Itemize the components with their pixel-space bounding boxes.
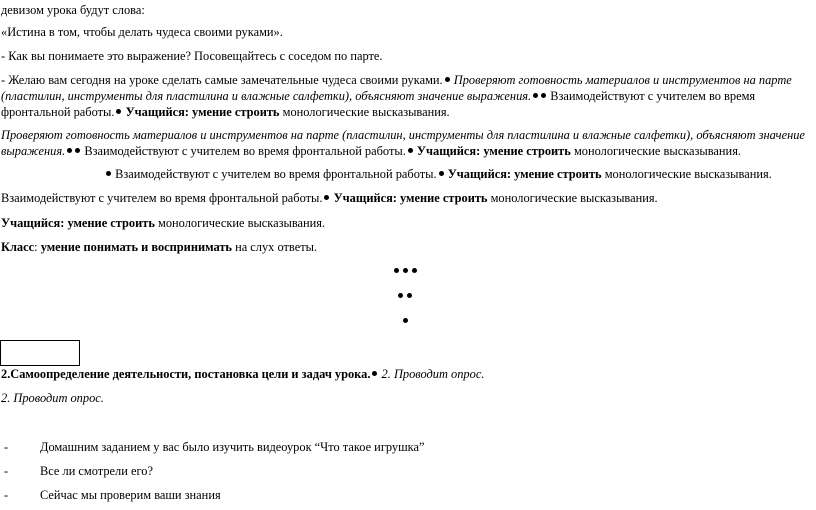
- list-item-text: Все ли смотрели его?: [40, 464, 153, 478]
- text-fragment: - Желаю вам сегодня на уроке сделать самые замечательные чудеса своими руками.: [1, 73, 443, 87]
- bold-text: Учащийся: умение строить: [333, 191, 488, 205]
- text-line: [1, 144, 741, 159]
- bullet-icon: [67, 148, 72, 153]
- bold-text: Учащийся: умение строить: [125, 105, 280, 119]
- text-fragment: монологические высказывания.: [158, 216, 326, 230]
- bullet-icon: [403, 318, 408, 323]
- text-line: девизом урока будут слова:: [1, 3, 145, 17]
- bullet-group: [390, 268, 420, 273]
- list-item-text: Домашним заданием у вас было изучить видеоурок “Что такое игрушка”: [40, 440, 425, 454]
- text-line: [104, 167, 772, 182]
- list-dash: -: [4, 488, 9, 502]
- bullet-icon: [394, 268, 399, 273]
- bullet-icon: [445, 77, 450, 82]
- list-dash: -: [4, 440, 9, 454]
- text-fragment: :: [34, 240, 41, 254]
- bullet-icon: [412, 268, 417, 273]
- bullet-icon: [439, 171, 444, 176]
- bold-text: Учащийся: умение строить: [416, 144, 571, 158]
- italic-text: выражения.: [1, 144, 66, 158]
- bullet-icon: [75, 148, 80, 153]
- text-fragment: Взаимодействуют с учителем во время фронтальной работы.: [84, 144, 406, 158]
- text-fragment: Взаимодействуют с учителем во время: [550, 89, 756, 103]
- text-line: [1, 240, 317, 255]
- quote-line: «Истина в том, чтобы делать чудеса своими руками».: [1, 25, 283, 39]
- text-line: [1, 89, 755, 104]
- text-fragment: Взаимодействуют с учителем во время фронтальной работы.: [1, 191, 323, 205]
- bold-text: Учащийся: умение строить: [1, 216, 155, 230]
- bullet-group: [390, 293, 420, 298]
- text-line: [1, 216, 325, 231]
- text-fragment: монологические высказывания.: [282, 105, 450, 119]
- list-item: [0, 464, 816, 480]
- text-line: [1, 73, 792, 88]
- italic-text: 2. Проводит опрос.: [381, 367, 485, 381]
- bullet-icon: [407, 293, 412, 298]
- bullet-icon: [408, 148, 413, 153]
- bullet-icon: [106, 171, 111, 176]
- list-item: [0, 488, 816, 504]
- bold-text: Класс: [1, 240, 35, 254]
- italic-text: Проверяют готовность материалов и инструментов на парте: [453, 73, 792, 87]
- text-fragment: фронтальной работы.: [1, 105, 115, 119]
- bold-text: умение понимать и воспринимать: [40, 240, 232, 254]
- section-heading-line: [1, 367, 484, 382]
- text-line: [1, 191, 658, 206]
- text-line: - Как вы понимаете это выражение? Посовещайтесь с соседом по парте.: [1, 49, 383, 63]
- bullet-icon: [541, 93, 546, 98]
- list-dash: -: [4, 464, 9, 478]
- text-fragment: на слух ответы.: [235, 240, 318, 254]
- italic-line: Проверяют готовность материалов и инструментов на парте (пластилин, инструменты для пластилина и влажные салфетки), объясняют значение: [1, 128, 805, 142]
- bullet-icon: [403, 268, 408, 273]
- list-item-text: Сейчас мы проверим ваши знания: [40, 488, 221, 502]
- list-item: [0, 440, 816, 456]
- text-fragment: монологические высказывания.: [573, 144, 741, 158]
- bullet-icon: [533, 93, 538, 98]
- text-fragment: монологические высказывания.: [604, 167, 772, 181]
- bullet-icon: [116, 109, 121, 114]
- section-heading: 2.Самоопределение деятельности, постановка цели и задач урока.: [1, 367, 371, 381]
- bullet-icon: [324, 195, 329, 200]
- text-fragment: Взаимодействуют с учителем во время фронтальной работы.: [115, 167, 437, 181]
- italic-text: (пластилин, инструменты для пластилина и влажные салфетки), объясняют значение выражения.: [1, 89, 532, 103]
- bullet-icon: [372, 371, 377, 376]
- text-fragment: монологические высказывания.: [490, 191, 658, 205]
- italic-line: 2. Проводит опрос.: [1, 391, 104, 405]
- bold-text: Учащийся: умение строить: [447, 167, 602, 181]
- bullet-icon: [398, 293, 403, 298]
- empty-table-cell: [0, 340, 80, 366]
- text-line: [1, 105, 450, 120]
- bullet-group: [390, 318, 420, 323]
